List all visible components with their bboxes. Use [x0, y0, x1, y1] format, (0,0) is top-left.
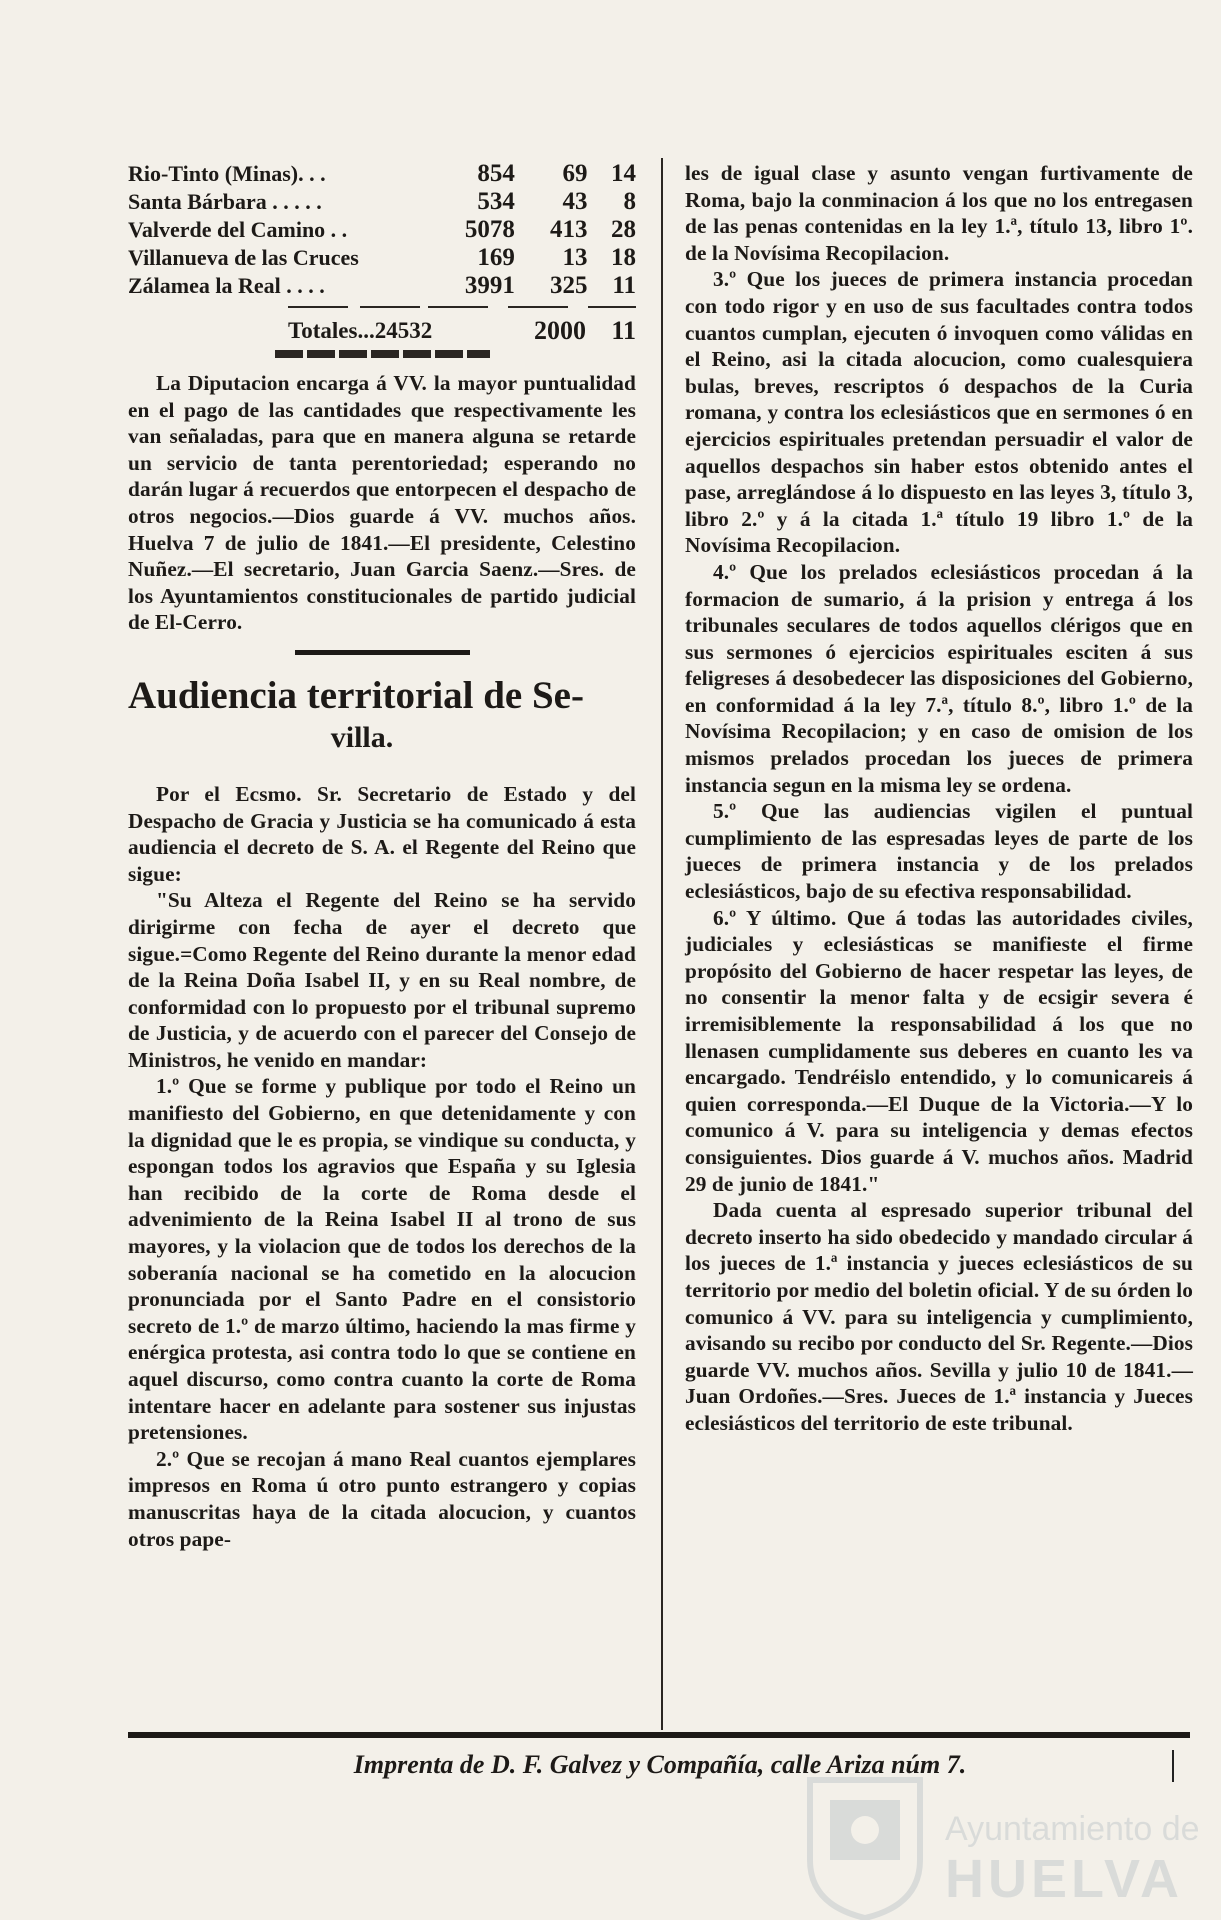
town-name: Rio-Tinto (Minas). . .: [128, 161, 326, 186]
column-divider: [661, 158, 663, 1730]
value-a: 169: [477, 244, 515, 271]
value-c: 28: [611, 216, 636, 243]
heading-line-1: Audiencia territorial de Se-: [128, 673, 584, 717]
value-c: 14: [611, 160, 636, 187]
table-row: [128, 272, 636, 300]
value-b: 325: [550, 272, 588, 299]
value-c: 18: [611, 244, 636, 271]
value-a: 5078: [464, 216, 515, 243]
town-name: Zálamea la Real . . . .: [128, 273, 325, 298]
ornament-rule: [275, 350, 490, 358]
footer-rule: [128, 1732, 1190, 1738]
left-column: [128, 160, 636, 1552]
town-name: Santa Bárbara . . . . .: [128, 189, 322, 214]
printer-imprint: Imprenta de D. F. Galvez y Compañía, calle Ariza núm 7.: [353, 1750, 967, 1779]
table-row: [128, 160, 636, 188]
section-heading: [128, 675, 636, 759]
watermark-line-2: HUELVA: [945, 1849, 1183, 1909]
totals-b: 2000: [534, 316, 586, 345]
value-a: 3991: [464, 272, 515, 299]
paragraph: 2.º Que se recojan á mano Real cuantos ejemplares impresos en Roma ú otro punto estrangero y copias manuscritas haya de la citada alocucion, y cuantos otros pape-: [128, 1446, 636, 1551]
value-a: 534: [477, 188, 515, 215]
table-row: [128, 244, 636, 272]
value-a: 854: [477, 160, 515, 187]
paragraph: Dada cuenta al espresado superior tribunal del decreto inserto ha sido obedecido y mandado circular á los jueces de 1.ª instancia y jueces eclesiásticos de su territorio por medio del boletin oficial. Y de su órden lo comunico á VV. para su inteligencia y cumplimiento, avisando su recibo por conducto del Sr. Regente.—Dios guarde VV. muchos años. Sevilla y julio 10 de 1841.—Juan Ordoñes.—Sres. Jueces de 1.ª instancia y Jueces eclesiásticos del territorio de este tribunal.: [685, 1198, 1193, 1435]
watermark-line-1: Ayuntamiento de: [945, 1810, 1200, 1848]
towns-table: [128, 160, 636, 300]
watermark: [800, 1770, 1200, 1920]
paragraph: 5.º Que las audiencias vigilen el puntual cumplimiento de las espresadas leyes de parte de los jueces de primera instancia y de los prelados eclesiásticos, bajo de su efectiva responsabilidad.: [685, 799, 1193, 904]
table-row: [128, 216, 636, 244]
value-b: 413: [550, 216, 588, 243]
paragraph: 3.º Que los jueces de primera instancia procedan con todo rigor y en uso de sus facultades contra todos cuantos cumplan, ejecuten ó invoquen como válidas en el Reino, asi la citada alocucion, como cualesquiera bulas, breves, rescriptos ó despachos de la Curia romana, y contra los eclesiásticos que en sermones ó en ejercicios espirituales pretendan persuadir el valor de aquellos despachos sin haber estos obtenido antes el pase, arreglándose á lo dispuesto en las leyes 3, título 3, libro 2.º y á la citada 1.ª título 19 libro 1.º de la Novísima Recopilacion.: [685, 267, 1193, 558]
coat-of-arms-icon: [800, 1770, 930, 1920]
totals-row: [128, 314, 636, 348]
town-name: Villanueva de las Cruces: [128, 245, 359, 270]
paragraph: Por el Ecsmo. Sr. Secretario de Estado y del Despacho de Gracia y Justicia se ha comunicado á esta audiencia el decreto de S. A. el Regente del Reino que sigue:: [128, 781, 636, 886]
value-b: 69: [562, 160, 588, 187]
paragraph: 1.º Que se forme y publique por todo el Reino un manifiesto del Gobierno, en que detenidamente y con la dignidad que le es propia, se vindique su conducta, y espongan todos los agravios que España y su Iglesia han recibido de la corte de Roma desde el advenimiento de la Reina Isabel II al trono de sus mayores, y la violacion que de todos los derechos de la soberanía nacional se ha cometido en la alocucion pronunciada por el Santo Padre en el consistorio secreto de 1.º de marzo último, haciendo la mas firme y enérgica protesta, asi contra todo lo que se contiene en aquel discurso, como contra cuanto la corte de Roma intentare hacer en adelante para sostener sus injustas pretensiones.: [128, 1074, 636, 1445]
heading-line-2: villa.: [330, 720, 394, 754]
paragraph: 4.º Que los prelados eclesiásticos procedan á la formacion de sumario, á la prision y entrega á los tribunales seculares de todos aquellos clérigos que en sus sermones ó ejercicios espirituales esciten á sus feligreses á desobedecer las disposiciones del Gobierno, en conformidad á la ley 7.ª, título 8.º, libro 1.º de la Novísima Recopilacion; y en caso de omision de los mismos prelados procedan los jueces de primera instancia segun en la misma ley se ordena.: [685, 559, 1193, 797]
totals-dash-rule: [128, 300, 636, 314]
value-c: 11: [612, 272, 636, 299]
town-name: Valverde del Camino . .: [128, 217, 348, 242]
section-divider: [295, 650, 470, 655]
totals-label: Totales...24532: [288, 318, 433, 343]
diputacion-paragraph: La Diputacion encarga á VV. la mayor puntualidad en el pago de las cantidades que respectivamente les van señaladas, para que en manera alguna se retarde un servicio de tanta perentoriedad; esperando no darán lugar á recuerdos que entorpecen el despacho de otros negocios.—Dios guarde á VV. muchos años. Huelva 7 de julio de 1841.—El presidente, Celestino Nuñez.—El secretario, Juan Garcia Saenz.—Sres. de los Ayuntamientos constitucionales de partido judicial de El-Cerro.: [128, 371, 636, 635]
right-column: [685, 160, 1193, 1437]
value-b: 13: [562, 244, 588, 271]
value-b: 43: [562, 188, 588, 215]
totals-c: 11: [611, 316, 636, 345]
paragraph: les de igual clase y asunto vengan furtivamente de Roma, bajo la conminacion á los que no los entregasen de las penas contenidas en la ley 1.ª, título 13, libro 1º. de la Novísima Recopilacion.: [685, 161, 1193, 265]
value-c: 8: [623, 188, 636, 215]
paragraph: 6.º Y último. Que á todas las autoridades civiles, judiciales y eclesiásticas se manifieste el firme propósito del Gobierno de hacer respetar las leyes, de no consentir la menor falta y de ecsigir severa é irremisiblemente la responsabilidad á los que no llenasen cumplidamente sus deberes en cuanto les va encargado. Tendréislo entendido, y lo comunicareis á quien corresponda.—El Duque de la Victoria.—Y lo comunico á V. para su inteligencia y demas efectos consiguientes. Dios guarde á V. muchos años. Madrid 29 de junio de 1841.": [685, 905, 1193, 1196]
table-row: [128, 188, 636, 216]
paragraph: "Su Alteza el Regente del Reino se ha servido dirigirme con fecha de ayer el decreto que sigue.=Como Regente del Reino durante la menor edad de la Reina Doña Isabel II, y en su Real nombre, de conformidad con lo propuesto por el tribunal supremo de Justicia, y de acuerdo con el parecer del Consejo de Ministros, he venido en mandar:: [128, 888, 636, 1072]
